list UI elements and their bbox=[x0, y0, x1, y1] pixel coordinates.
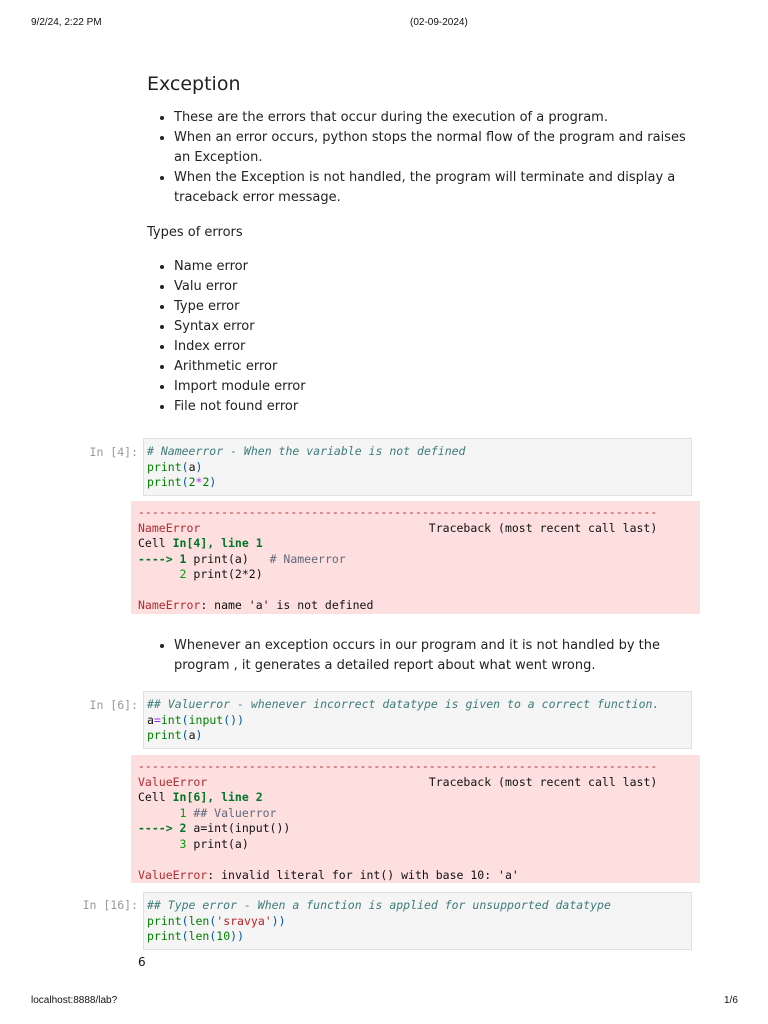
print-datetime: 9/2/24, 2:22 PM bbox=[31, 17, 102, 28]
print-page-number: 1/6 bbox=[724, 995, 738, 1006]
markdown-cell-exception bbox=[147, 73, 687, 417]
list-item: • Syntax error bbox=[174, 317, 687, 337]
list-item: • Type error bbox=[174, 297, 687, 317]
list-item: • Import module error bbox=[174, 377, 687, 397]
code-input: ## Valuerror - whenever incorrect datatype is given to a correct function. a=int(input()) print(a) bbox=[147, 697, 660, 742]
cell-prompt: In [4]: bbox=[89, 445, 138, 459]
code-input: # Nameerror - When the variable is not defined print(a) print(2*2) bbox=[147, 444, 466, 489]
list-item: • Whenever an exception occurs in our program and it is not handled by the program , it generates a detailed report about what went wrong. bbox=[174, 636, 687, 676]
code-cell[interactable] bbox=[143, 892, 692, 950]
cell-prompt: In [6]: bbox=[89, 698, 138, 712]
error-output bbox=[131, 755, 700, 883]
list-item: • Name error bbox=[174, 257, 687, 277]
section-heading: Exception bbox=[147, 73, 241, 95]
list-item: • When an error occurs, python stops the normal flow of the program and raises an Exception. bbox=[174, 128, 687, 168]
list-item: • Valu error bbox=[174, 277, 687, 297]
types-label: Types of errors bbox=[147, 225, 243, 240]
cell-prompt: In [16]: bbox=[82, 898, 138, 912]
list-item: • File not found error bbox=[174, 397, 687, 417]
traceback: --------------------------------------------------------------------------- ValueError Traceback (most recent call last) Cell In[6], line 2 1 ## Valuerror ----> 2 a=int(input()) 3 print(a) ValueError: invalid literal for int() with base 10: 'a' bbox=[138, 759, 658, 882]
list-item: • When the Exception is not handled, the program will terminate and display a traceback error message. bbox=[174, 168, 687, 208]
code-cell[interactable] bbox=[143, 438, 692, 496]
exception-points bbox=[147, 108, 687, 208]
traceback: --------------------------------------------------------------------------- NameError Traceback (most recent call last) Cell In[4], line 1 ----> 1 print(a) # Nameerror 2 print(2*2) NameError: name 'a' is not defined bbox=[138, 505, 658, 612]
error-types-list bbox=[147, 257, 687, 417]
markdown-cell-note bbox=[147, 636, 687, 676]
cell-output: 6 bbox=[138, 955, 146, 969]
list-item: • Index error bbox=[174, 337, 687, 357]
print-title: (02-09-2024) bbox=[410, 17, 468, 28]
code-cell[interactable] bbox=[143, 691, 692, 749]
code-input: ## Type error - When a function is applied for unsupported datatype print(len('sravya')) print(len(10)) bbox=[147, 898, 611, 943]
list-item: • These are the errors that occur during the execution of a program. bbox=[174, 108, 687, 128]
list-item: • Arithmetic error bbox=[174, 357, 687, 377]
error-output bbox=[131, 501, 700, 614]
print-url: localhost:8888/lab? bbox=[31, 995, 118, 1006]
